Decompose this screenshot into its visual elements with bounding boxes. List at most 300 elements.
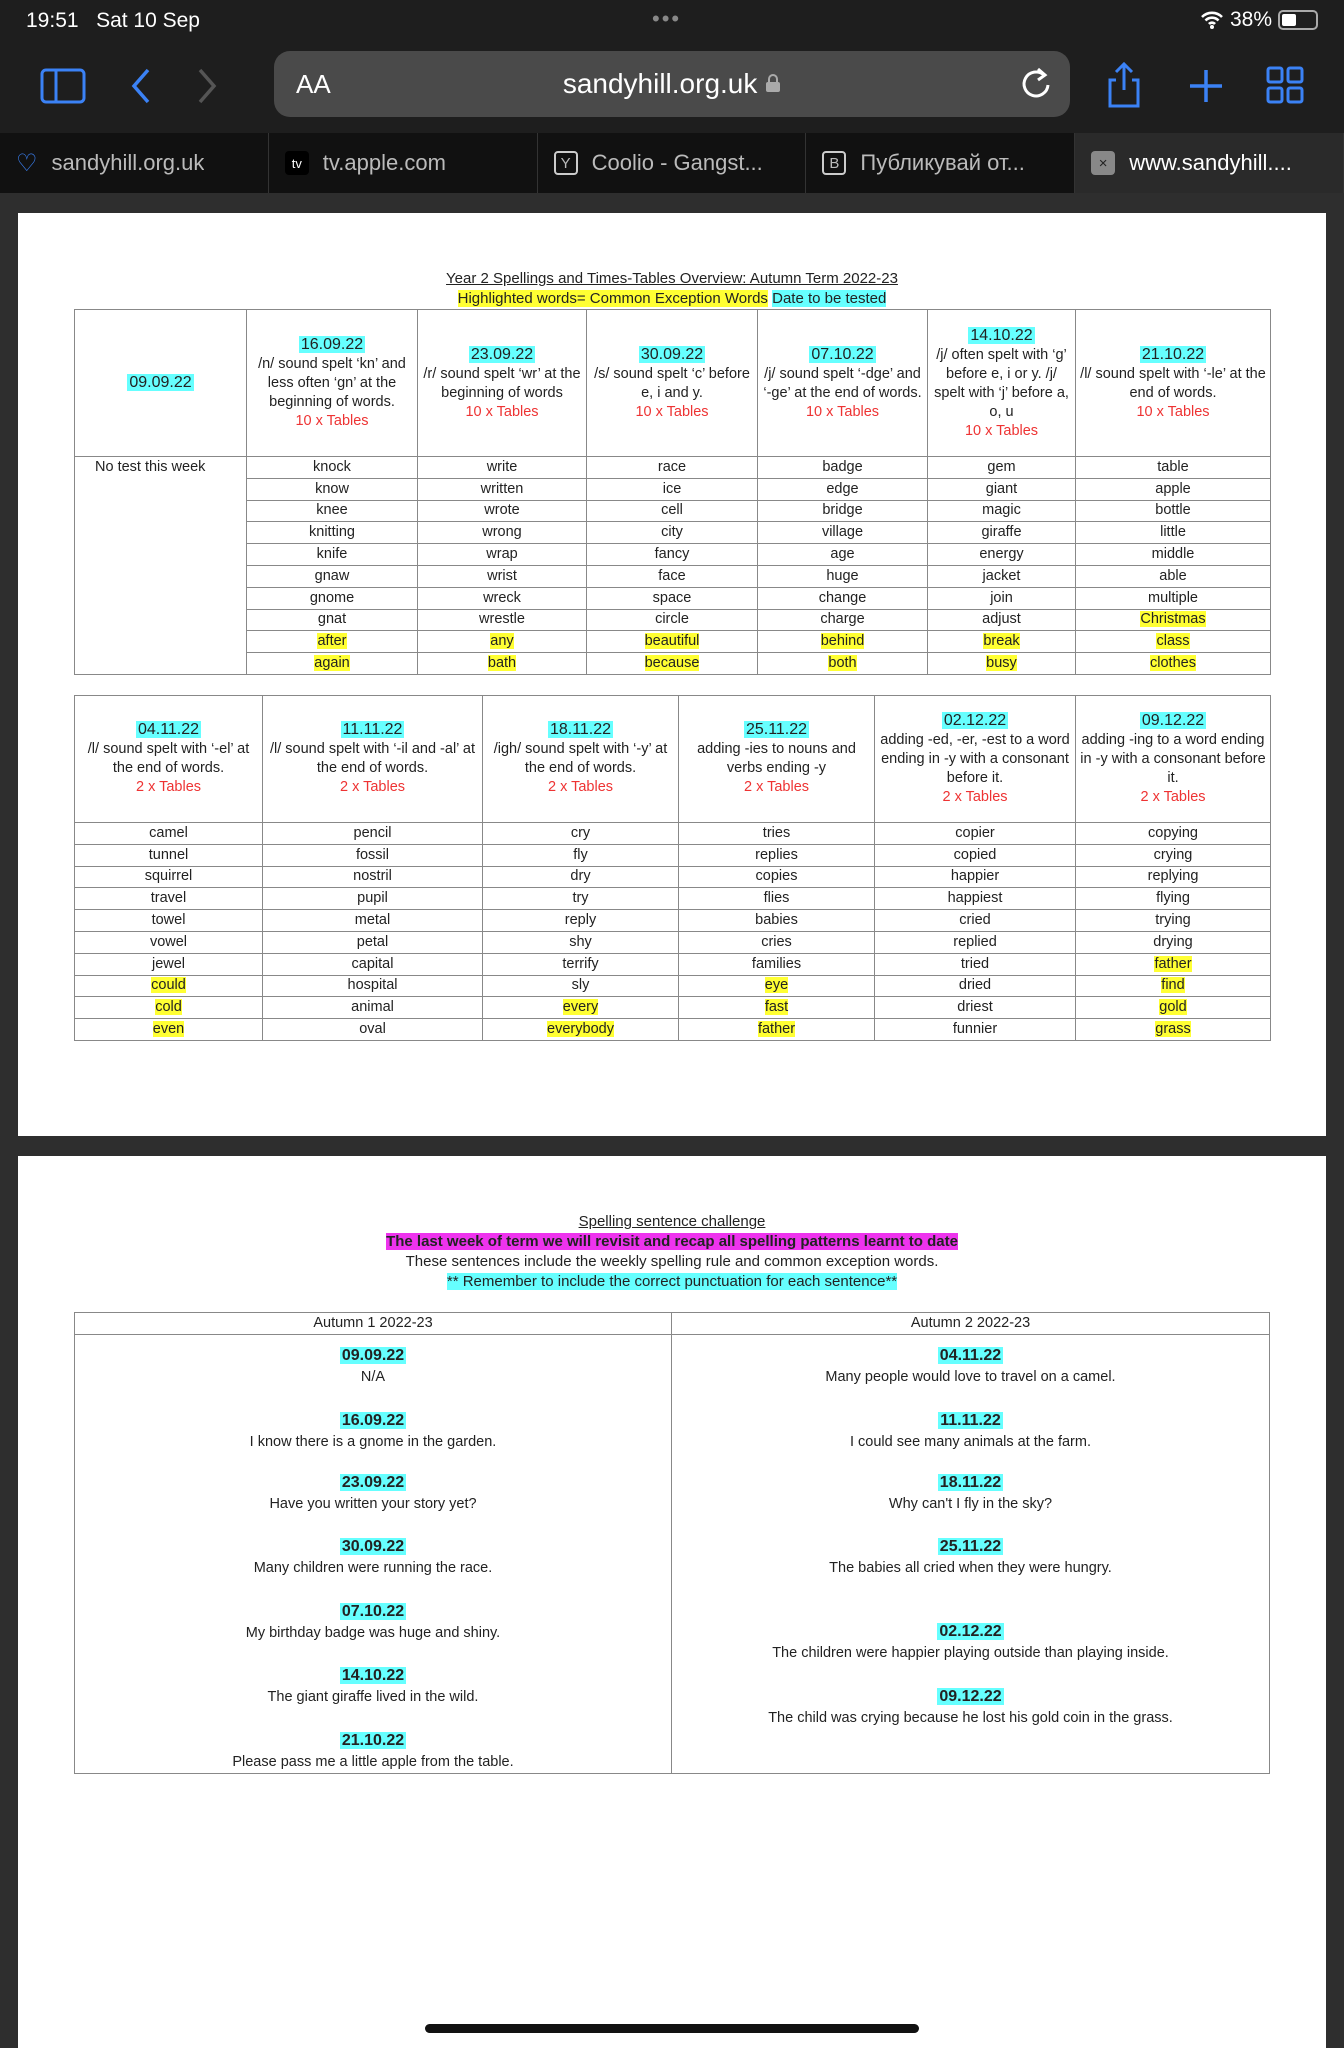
common-exception-word: any: [490, 633, 514, 650]
times-tables: 10 x Tables: [805, 403, 880, 420]
word-cell: [679, 975, 875, 997]
spelling-word: capital: [351, 955, 394, 972]
spelling-word: badge: [822, 458, 863, 475]
battery-percent: 38%: [1229, 8, 1272, 31]
week-header-cell: [875, 695, 1076, 822]
word-cell: [1076, 565, 1271, 587]
word-cell: [587, 544, 758, 566]
spelling-word: table: [1157, 458, 1189, 475]
word-cell: [679, 997, 875, 1019]
test-date: 09.09.22: [129, 374, 192, 391]
spelling-word: face: [658, 567, 686, 584]
word-cell: [418, 478, 587, 500]
spelling-word: wrestle: [479, 611, 525, 628]
tab-coolio[interactable]: Y Coolio - Gangst...: [538, 133, 807, 193]
word-cell: [75, 478, 247, 500]
table-row: [75, 975, 1271, 997]
spelling-word: copying: [1148, 824, 1198, 841]
table-row: [75, 587, 1271, 609]
word-cell: [75, 888, 263, 910]
table-row: [75, 844, 1271, 866]
spelling-word: apple: [1155, 480, 1191, 497]
test-date: 14.10.22: [970, 326, 1033, 344]
sentence: Many people would love to travel on a camel.: [825, 1369, 1116, 1385]
word-cell: [263, 953, 483, 975]
word-cell: [263, 866, 483, 888]
spelling-rule: /l/ sound spelt with ‘-il and -al’ at the end of words.: [270, 741, 475, 777]
spelling-word: jewel: [151, 955, 186, 972]
word-cell: [875, 822, 1076, 844]
word-cell: [875, 975, 1076, 997]
spelling-word: tunnel: [148, 846, 189, 863]
spelling-word: pencil: [353, 824, 392, 841]
times-tables: 10 x Tables: [964, 422, 1039, 439]
word-cell: [418, 565, 587, 587]
tab-sandyhill[interactable]: ♡ sandyhill.org.uk: [0, 133, 269, 193]
spelling-word: tried: [960, 955, 990, 972]
spelling-word: nostril: [353, 868, 392, 885]
spelling-word: energy: [979, 546, 1024, 563]
intro-text: These sentences include the weekly spelling rule and common exception words.: [405, 1253, 939, 1270]
header-row: [75, 695, 1271, 822]
table-row: [75, 457, 1271, 479]
word-cell: [1076, 478, 1271, 500]
test-date: 04.11.22: [939, 1347, 1002, 1364]
word-cell: [758, 631, 928, 653]
address-bar[interactable]: [274, 51, 1070, 117]
word-cell: [247, 653, 418, 675]
spelling-word: knock: [313, 458, 351, 475]
spelling-word: middle: [1151, 546, 1195, 563]
word-cell: [1076, 457, 1271, 479]
spelling-word: cry: [570, 824, 591, 841]
table-row: [75, 866, 1271, 888]
spelling-word: happier: [950, 868, 1000, 885]
common-exception-word: eye: [764, 977, 789, 994]
spelling-word: circle: [655, 611, 689, 628]
test-date: 02.12.22: [939, 1623, 1002, 1640]
word-cell: [1076, 609, 1271, 631]
spelling-word: adjust: [982, 611, 1021, 628]
common-exception-word: Christmas: [1140, 611, 1206, 628]
common-exception-word: after: [317, 633, 347, 650]
reload-icon[interactable]: [1020, 67, 1052, 101]
word-cell: [483, 997, 679, 1019]
tab-bar: [0, 133, 1344, 193]
spelling-rule: /r/ sound spelt ‘wr’ at the beginning of words: [423, 365, 581, 401]
sentence: The giant giraffe lived in the wild.: [267, 1689, 479, 1705]
test-date: 16.09.22: [300, 336, 364, 353]
spelling-word: driest: [957, 999, 993, 1016]
word-cell: [1076, 1019, 1271, 1041]
spelling-rule: /l/ sound spelt with ‘-el’ at the end of words.: [87, 741, 250, 777]
word-cell: [263, 931, 483, 953]
week-header-cell: [679, 695, 875, 822]
spelling-word: drying: [1153, 933, 1193, 950]
spelling-word: crying: [1153, 846, 1193, 863]
spelling-word: replied: [953, 933, 997, 950]
word-cell: [928, 478, 1076, 500]
forward-icon[interactable]: [196, 66, 220, 106]
times-tables: 10 x Tables: [1136, 403, 1210, 420]
word-cell: [75, 822, 263, 844]
sentence-entry: [672, 1621, 1269, 1664]
spelling-word: giant: [985, 480, 1018, 497]
test-date: 02.12.22: [943, 711, 1007, 729]
spelling-word: babies: [755, 912, 798, 929]
page-title: Year 2 Spellings and Times-Tables Overview: Autumn Term 2022-23: [446, 270, 898, 287]
word-cell: [418, 544, 587, 566]
battery-icon: [1278, 10, 1318, 30]
tab-publikuvai[interactable]: B Публикувай от...: [806, 133, 1075, 193]
spelling-word: fly: [573, 846, 588, 863]
word-cell: [928, 565, 1076, 587]
word-cell: [75, 997, 263, 1019]
common-exception-word: everybody: [547, 1021, 614, 1038]
common-exception-word: break: [983, 633, 1020, 650]
spelling-word: towel: [151, 912, 186, 929]
word-cell: [1076, 544, 1271, 566]
word-cell: [247, 500, 418, 522]
times-tables: 2 x Tables: [1140, 788, 1206, 805]
word-cell: [1076, 888, 1271, 910]
spelling-word: dry: [570, 868, 591, 885]
spelling-word: edge: [826, 480, 859, 497]
sentence: N/A: [360, 1369, 386, 1385]
word-cell: [587, 565, 758, 587]
word-cell: [418, 631, 587, 653]
word-cell: [75, 587, 247, 609]
week-header-cell: [1076, 695, 1271, 822]
word-cell: [247, 587, 418, 609]
sentence-entry: [672, 1410, 1269, 1453]
sentence: The babies all cried when they were hungry.: [829, 1560, 1112, 1576]
spelling-word: animal: [351, 999, 394, 1016]
spelling-word: know: [315, 480, 349, 497]
spelling-word: gnaw: [314, 567, 350, 584]
word-cell: [75, 653, 247, 675]
word-cell: [418, 653, 587, 675]
common-exception-word: again: [314, 655, 350, 672]
common-exception-word: both: [828, 655, 857, 672]
word-cell: [928, 522, 1076, 544]
sentence-entry: [75, 1410, 671, 1453]
week-header-cell: [758, 310, 928, 457]
word-cell: [587, 500, 758, 522]
spelling-word: jacket: [982, 567, 1021, 584]
spelling-word: gnat: [317, 611, 347, 628]
spelling-word: dried: [958, 977, 992, 994]
spelling-word: wrote: [484, 502, 520, 519]
word-cell: [75, 931, 263, 953]
word-cell: [247, 544, 418, 566]
sentence: I could see many animals at the farm.: [850, 1434, 1091, 1450]
table-row: [75, 953, 1271, 975]
close-icon[interactable]: ×: [1091, 151, 1115, 175]
y-icon: Y: [554, 151, 578, 175]
test-date: 18.11.22: [549, 721, 612, 739]
spelling-word: try: [572, 890, 589, 907]
word-cell: [75, 975, 263, 997]
sentence-entry: [75, 1665, 671, 1708]
word-cell: [263, 888, 483, 910]
spelling-word: ice: [662, 480, 682, 497]
table-row: [75, 653, 1271, 675]
word-cell: [875, 931, 1076, 953]
sentence: Have you written your story yet?: [269, 1496, 477, 1512]
common-exception-word: busy: [986, 655, 1017, 672]
lock-icon: [765, 73, 781, 93]
test-date: 21.10.22: [341, 1732, 405, 1749]
word-cell: [679, 931, 875, 953]
common-exception-word: clothes: [1150, 655, 1196, 672]
word-cell: [758, 478, 928, 500]
autumn2-header: Autumn 2 2022-23: [910, 1315, 1031, 1331]
sentence-entry: [672, 1536, 1269, 1579]
word-cell: [418, 522, 587, 544]
spelling-word: families: [751, 955, 802, 972]
spelling-word: terrify: [562, 955, 599, 972]
spelling-word: copier: [955, 824, 995, 841]
tab-www-sandyhill[interactable]: × www.sandyhill....: [1075, 133, 1344, 193]
spelling-word: write: [486, 458, 518, 475]
spelling-rule: /n/ sound spelt ‘kn’ and less often ‘gn’ at the beginning of words.: [258, 356, 406, 410]
sentence-entry: [75, 1601, 671, 1644]
times-tables: 10 x Tables: [635, 403, 709, 420]
spelling-word: hospital: [347, 977, 398, 994]
word-cell: [875, 1019, 1076, 1041]
word-cell: [1076, 822, 1271, 844]
spelling-word: wrong: [482, 524, 522, 541]
week-header-cell: [928, 310, 1076, 457]
spelling-word: wrist: [487, 567, 517, 584]
spelling-word: bottle: [1155, 502, 1191, 519]
back-icon[interactable]: [128, 66, 152, 106]
test-date: 30.09.22: [640, 345, 704, 363]
word-cell: [247, 631, 418, 653]
word-cell: [263, 822, 483, 844]
word-cell: [247, 565, 418, 587]
word-cell: [483, 910, 679, 932]
spelling-word: city: [661, 524, 683, 541]
spelling-word: replying: [1147, 868, 1199, 885]
times-tables: 2 x Tables: [547, 779, 614, 796]
word-cell: [758, 609, 928, 631]
table-row: [75, 609, 1271, 631]
spelling-word: gnome: [309, 589, 355, 606]
word-cell: [758, 544, 928, 566]
word-cell: [587, 457, 758, 479]
sentence-entry: [672, 1345, 1269, 1388]
test-date: 04.11.22: [137, 721, 200, 739]
browser-toolbar: [0, 42, 1344, 133]
times-tables: 2 x Tables: [135, 779, 202, 796]
week-header-cell: [75, 310, 247, 457]
word-cell: [75, 844, 263, 866]
spelling-rule: adding -ing to a word ending in -y with a consonant before it.: [1080, 731, 1266, 786]
table-row: [75, 478, 1271, 500]
word-cell: [247, 457, 418, 479]
url-text: sandyhill.org.uk: [394, 68, 950, 100]
wifi-icon: [1200, 10, 1224, 30]
word-cell: [875, 997, 1076, 1019]
common-exception-word: fast: [764, 999, 789, 1016]
common-exception-word: bath: [487, 655, 517, 672]
spelling-word: race: [657, 458, 687, 475]
autumn1-sentences: [75, 1335, 672, 1773]
word-cell: [75, 631, 247, 653]
times-tables: 10 x Tables: [295, 413, 369, 429]
common-exception-word: father: [757, 1021, 796, 1038]
test-date: 30.09.22: [341, 1538, 405, 1555]
spelling-word: able: [1159, 567, 1187, 584]
word-cell: [263, 910, 483, 932]
word-cell: [587, 522, 758, 544]
word-cell: [587, 653, 758, 675]
spelling-rule: /l/ sound spelt with ‘-le’ at the end of words.: [1080, 365, 1266, 401]
word-cell: [587, 631, 758, 653]
word-cell: [679, 910, 875, 932]
spelling-word: giraffe: [981, 524, 1022, 541]
sentence-entry: [672, 1472, 1269, 1515]
spelling-rule: /s/ sound spelt ‘c’ before e, i and y.: [594, 365, 750, 401]
spelling-word: No test this week: [95, 459, 206, 476]
word-cell: [75, 953, 263, 975]
times-tables: 2 x Tables: [743, 779, 810, 796]
spelling-word: pupil: [357, 890, 388, 907]
status-bar: [0, 0, 1344, 42]
word-cell: [1076, 931, 1271, 953]
spelling-word: wrap: [486, 546, 518, 563]
share-icon[interactable]: [1106, 60, 1142, 108]
test-date: 14.10.22: [341, 1667, 405, 1684]
word-cell: [679, 1019, 875, 1041]
word-cell: [75, 609, 247, 631]
word-cell: [1076, 844, 1271, 866]
legend-highlight: Highlighted words= Common Exception Words: [457, 290, 768, 307]
sentence-entry: [75, 1730, 671, 1773]
word-cell: [263, 975, 483, 997]
autumn2-sentences: [672, 1335, 1269, 1773]
week-header-cell: [587, 310, 758, 457]
table-row: [75, 522, 1271, 544]
sentence-entry: [672, 1686, 1269, 1729]
sentence: Many children were running the race.: [253, 1560, 493, 1576]
sentence: The child was crying because he lost his gold coin in the grass.: [768, 1710, 1173, 1726]
test-date: 11.11.22: [342, 721, 403, 739]
common-exception-word: gold: [1159, 999, 1187, 1016]
word-cell: [875, 866, 1076, 888]
spelling-word: petal: [356, 933, 389, 950]
word-cell: [679, 844, 875, 866]
test-date: 23.09.22: [470, 345, 534, 363]
word-cell: [483, 931, 679, 953]
word-cell: [758, 457, 928, 479]
tab-apple-tv[interactable]: tv tv.apple.com: [269, 133, 538, 193]
word-cell: [1076, 866, 1271, 888]
times-tables: 10 x Tables: [465, 403, 539, 420]
sentence-entry: [75, 1472, 671, 1515]
apple-tv-icon: tv: [285, 151, 309, 175]
tab-overview-icon[interactable]: [1266, 66, 1304, 104]
word-cell: [928, 457, 1076, 479]
spelling-word: funnier: [952, 1021, 998, 1038]
word-cell: [679, 866, 875, 888]
word-cell: [75, 500, 247, 522]
sentence: I know there is a gnome in the garden.: [249, 1434, 497, 1450]
word-cell: [263, 1019, 483, 1041]
word-cell: [587, 587, 758, 609]
word-cell: [1076, 953, 1271, 975]
week-header-cell: [483, 695, 679, 822]
spelling-word: oval: [359, 1021, 386, 1038]
times-tables: 2 x Tables: [339, 779, 406, 796]
word-cell: [587, 609, 758, 631]
punctuation-reminder: ** Remember to include the correct punctuation for each sentence**: [446, 1273, 898, 1290]
spelling-word: change: [818, 589, 867, 606]
week-header-cell: [418, 310, 587, 457]
spelling-word: multiple: [1148, 589, 1198, 606]
test-date: 09.12.22: [1141, 711, 1205, 729]
word-cell: [263, 844, 483, 866]
spelling-word: flies: [763, 890, 790, 907]
sentence-entry: [75, 1536, 671, 1579]
spelling-word: knee: [316, 502, 348, 519]
spelling-word: knitting: [309, 524, 355, 541]
test-date: 25.11.22: [745, 721, 808, 739]
spelling-rule: /j/ sound spelt ‘-dge’ and ‘-ge’ at the end of words.: [763, 365, 922, 401]
word-cell: [679, 888, 875, 910]
word-cell: [1076, 975, 1271, 997]
spelling-word: cell: [661, 502, 683, 519]
header-row: [75, 310, 1271, 457]
spelling-word: shy: [569, 933, 592, 950]
spelling-word: reply: [564, 912, 597, 929]
word-cell: [247, 522, 418, 544]
reader-settings-button[interactable]: AA: [296, 69, 331, 99]
spelling-word: copies: [755, 868, 798, 885]
word-cell: [483, 953, 679, 975]
spelling-word: magic: [982, 502, 1021, 519]
home-indicator[interactable]: [425, 2024, 919, 2033]
word-cell: [1076, 997, 1271, 1019]
table-row: [75, 822, 1271, 844]
table-row: [75, 565, 1271, 587]
word-cell: [875, 844, 1076, 866]
spelling-word: happiest: [947, 890, 1003, 907]
word-cell: [1076, 500, 1271, 522]
word-cell: [75, 1019, 263, 1041]
word-cell: [418, 457, 587, 479]
word-cell: [263, 997, 483, 1019]
word-cell: [928, 500, 1076, 522]
sentence: Please pass me a little apple from the table.: [232, 1754, 514, 1770]
test-date: 25.11.22: [939, 1538, 1002, 1555]
word-cell: [75, 565, 247, 587]
test-date: 07.10.22: [341, 1603, 405, 1620]
multitasking-dots-icon[interactable]: •••: [652, 6, 682, 31]
sidebar-icon[interactable]: [40, 68, 86, 104]
new-tab-icon[interactable]: [1188, 68, 1224, 104]
word-cell: [75, 544, 247, 566]
spelling-word: cries: [761, 933, 792, 950]
spelling-word: written: [480, 480, 524, 497]
spelling-word: huge: [826, 567, 859, 584]
word-cell: [418, 587, 587, 609]
common-exception-word: cold: [155, 999, 182, 1016]
spelling-word: sly: [571, 977, 590, 994]
word-cell: [483, 975, 679, 997]
